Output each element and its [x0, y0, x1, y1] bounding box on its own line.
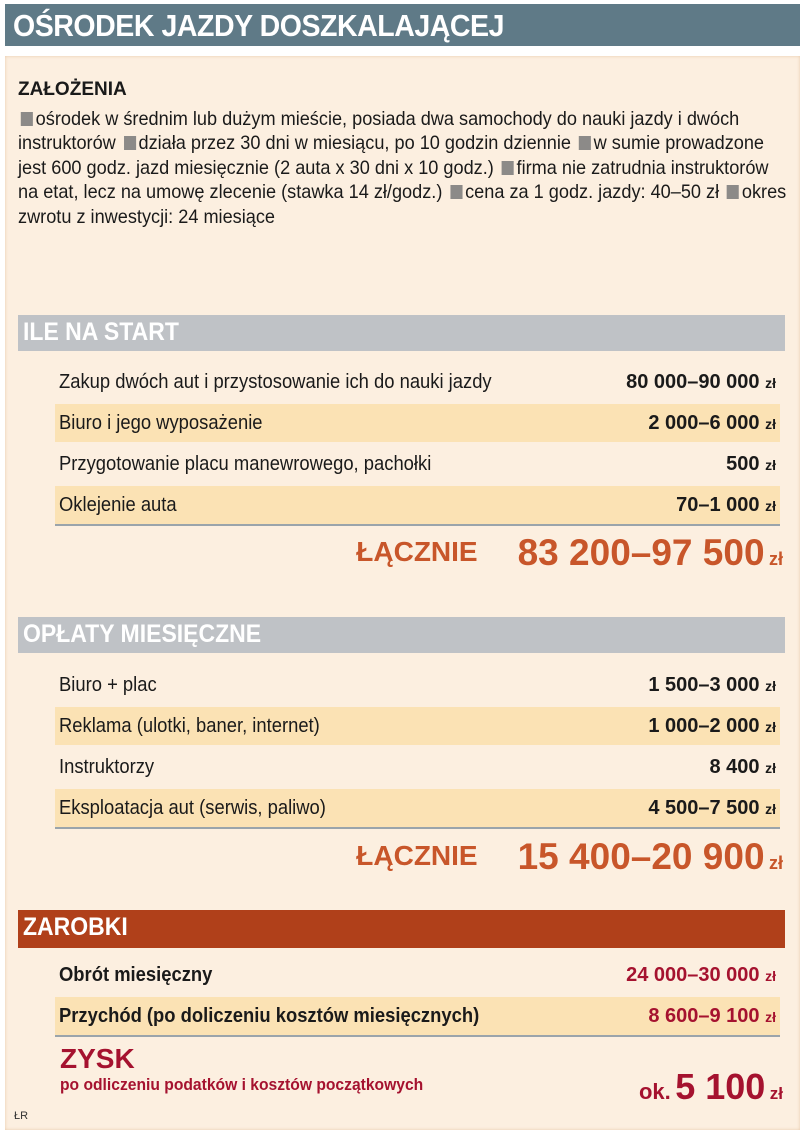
row-label: Obrót miesięczny — [59, 964, 213, 986]
bullet-square-icon — [502, 161, 514, 175]
row-label: Instruktorzy — [59, 756, 155, 778]
assumptions-text — [18, 107, 790, 230]
table-row — [55, 997, 780, 1035]
monthly-total: ŁĄCZNIE 15 400–20 900 zł — [356, 836, 783, 877]
section-monthly-header — [18, 617, 785, 653]
row-value: 24 000–30 000 zł — [626, 964, 776, 986]
row-value: 8 400 zł — [709, 756, 776, 778]
title-bar — [5, 4, 800, 46]
section-start-header — [18, 315, 785, 351]
table-row — [55, 707, 780, 745]
row-value: 1 000–2 000 zł — [648, 715, 776, 737]
row-value: 500 zł — [726, 453, 776, 475]
author-credit: ŁR — [14, 1110, 29, 1122]
assumption-item: w sumie prowadzone jest 600 godz. jazd miesięcznie (2 auta x 30 dni x 10 godz.) — [18, 132, 765, 179]
profit-value: ok. 5 100 zł — [638, 1066, 783, 1107]
table-row — [55, 486, 780, 524]
row-label: Zakup dwóch aut i przystosowanie ich do nauki jazdy — [59, 371, 492, 393]
table-row — [55, 789, 780, 827]
bullet-square-icon — [124, 136, 136, 150]
section-heading: OPŁATY MIESIĘCZNE — [23, 620, 262, 648]
row-label: Przychód (po doliczeniu kosztów miesięcznych) — [59, 1005, 480, 1027]
assumption-item: firma nie zatrudnia instruktorów na etat, lecz na umowę zlecenie (stawka 14 zł/godz.) — [18, 156, 769, 203]
section-earnings-header — [18, 910, 785, 948]
row-label: Eksploatacja aut (serwis, paliwo) — [59, 797, 326, 819]
table-row — [55, 363, 780, 401]
assumption-item: cena za 1 godz. jazdy: 40–50 zł — [465, 181, 720, 203]
row-value: 80 000–90 000 zł — [626, 371, 776, 393]
divider — [55, 524, 780, 526]
start-total: ŁĄCZNIE 83 200–97 500 zł — [356, 532, 783, 573]
section-heading: ZAROBKI — [23, 913, 128, 941]
bullet-square-icon — [727, 185, 739, 199]
table-row — [55, 666, 780, 704]
row-value: 2 000–6 000 zł — [648, 412, 776, 434]
bullet-square-icon — [21, 112, 33, 126]
row-label: Oklejenie auta — [59, 494, 177, 516]
assumption-item: działa przez 30 dni w miesiącu, po 10 godzin dziennie — [138, 132, 571, 154]
divider — [55, 1035, 780, 1037]
assumption-item: ośrodek w średnim lub dużym mieście, posiada dwa samochody do nauki jazdy i dwóch instruktorów — [18, 107, 740, 154]
bullet-square-icon — [579, 136, 591, 150]
divider — [55, 827, 780, 829]
row-value: 4 500–7 500 zł — [648, 797, 776, 819]
table-row — [55, 956, 780, 994]
table-row — [55, 404, 780, 442]
bullet-square-icon — [450, 185, 462, 199]
section-heading: ILE NA START — [23, 318, 179, 346]
row-label: Biuro i jego wyposażenie — [59, 412, 263, 434]
assumptions-heading: ZAŁOŻENIA — [18, 79, 127, 100]
table-row — [55, 445, 780, 483]
assumption-item: okres zwrotu z inwestycji: 24 miesiące — [18, 181, 787, 228]
row-label: Biuro + plac — [59, 674, 157, 696]
row-label: Reklama (ulotki, baner, internet) — [59, 715, 320, 737]
row-value: 1 500–3 000 zł — [648, 674, 776, 696]
table-row — [55, 748, 780, 786]
row-value: 70–1 000 zł — [676, 494, 776, 516]
page-title: OŚRODEK JAZDY DOSZKALAJĄCEJ — [13, 8, 504, 43]
assumptions — [18, 78, 788, 229]
row-value: 8 600–9 100 zł — [648, 1005, 776, 1027]
row-label: Przygotowanie placu manewrowego, pachołki — [59, 453, 432, 475]
profit-label: ZYSK po odliczeniu podatków i kosztów początkowych — [60, 1043, 424, 1094]
